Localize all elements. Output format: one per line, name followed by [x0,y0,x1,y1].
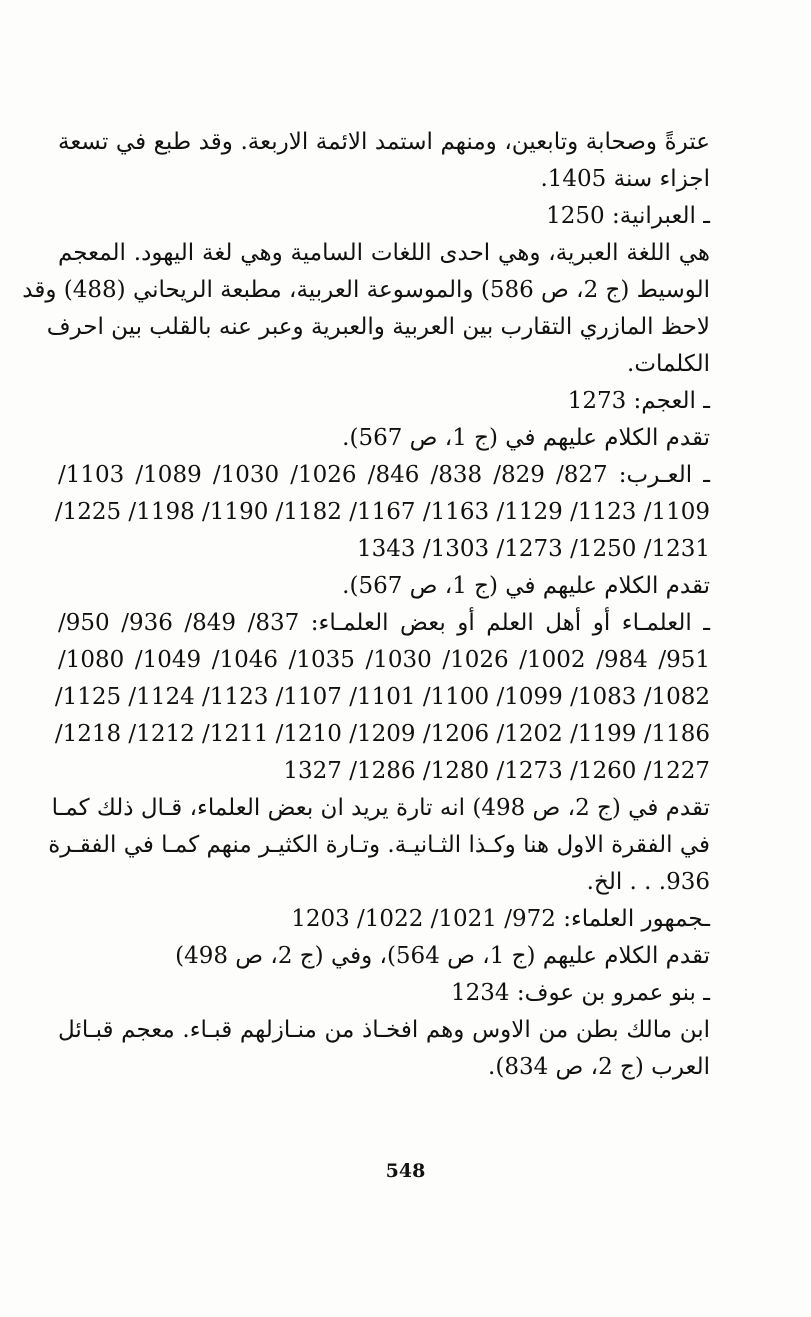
reference-list: 1109/ 1123/ 1129/ 1163/ 1167/ 1182/ 1190/ 1198/ 1225/ [54,499,710,525]
text-line: 936. . . الخ. [586,869,710,895]
entry-heading: ـ العـرب: 827/ 829/ 838/ 846/ 1026/ 1030/ 1089/ 1103/ [58,462,710,488]
page-number: 548 [385,1160,426,1182]
reference-list: 1227/ 1260/ 1273/ 1280/ 1286/ 1327 [283,758,710,784]
text-line: لاحظ المازري التقارب بين العربية والعبرية وعبر عنه بالقلب بين احرف [46,314,710,340]
text-line: الوسيط (ج 2، ص 586) والموسوعة العربية، مطبعة الريحاني (488) وقد [22,277,710,303]
text-line: تقدم الكلام عليهم في (ج 1، ص 567). [342,425,710,451]
entry-heading: ـ بنو عمرو بن عوف: 1234 [451,980,710,1006]
reference-list: 1186/ 1199/ 1202/ 1206/ 1209/ 1210/ 1211/ 1212/ 1218/ [54,721,710,747]
text-line: تقدم الكلام عليهم في (ج 1، ص 567). [342,573,710,599]
text-line: عترةً وصحابة وتابعين، ومنهم استمد الائمة الاربعة. وقد طبع في تسعة [58,129,710,155]
entry-heading: ـ العبرانية: 1250 [546,203,710,229]
entry-heading: ـجمهور العلماء: 972/ 1021/ 1022/ 1203 [291,906,710,932]
entry-heading: ـ العلمـاء أو أهل العلم أو بعض العلمـاء: 837/ 849/ 936/ 950/ [58,610,711,636]
reference-list: 951/ 984/ 1002/ 1026/ 1030/ 1035/ 1046/ 1049/ 1080/ [58,647,711,673]
entry-heading: ـ العجم: 1273 [567,388,710,414]
text-line: الكلمات. [627,351,710,377]
text-line: ابن مالك بطن من الاوس وهم افخـاذ من منـازلهم قبـاء. معجم قبـائل [58,1017,710,1043]
text-line: اجزاء سنة 1405. [540,166,710,192]
text-line: في الفقرة الاول هنا وكـذا الثـانيـة. وتـارة الكثيـر منهم كمـا في الفقـرة [48,832,710,858]
text-line: تقدم في (ج 2، ص 498) انه تارة يريد ان بعض العلماء، قـال ذلك كمـا [51,795,710,821]
text-line: العرب (ج 2، ص 834). [488,1054,710,1080]
text-line: تقدم الكلام عليهم (ج 1، ص 564)، وفي (ج 2، ص 498) [175,943,710,969]
reference-list: 1082/ 1083/ 1099/ 1100/ 1101/ 1107/ 1123/ 1124/ 1125/ [54,684,710,710]
body-text [22,124,711,1086]
text-line: هي اللغة العبرية، وهي احدى اللغات السامية وهي لغة اليهود. المعجم [58,240,710,266]
reference-list: 1231/ 1250/ 1273/ 1303/ 1343 [357,536,710,562]
